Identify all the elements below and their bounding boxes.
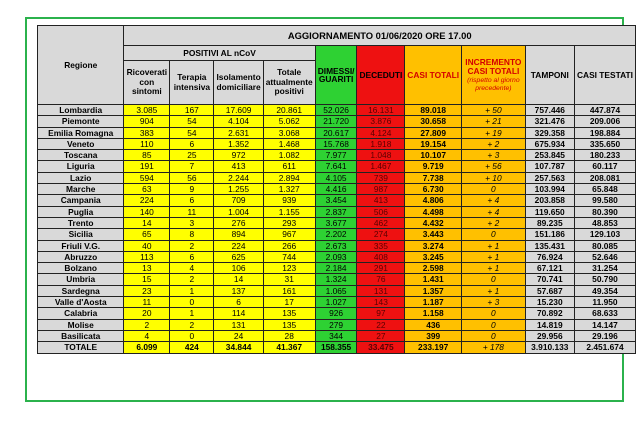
total-cell-regione: TOTALE xyxy=(38,342,124,353)
cell-ricoverati: 224 xyxy=(124,195,170,206)
cell-totale-positivi: 1.155 xyxy=(263,206,315,217)
cell-regione: Calabria xyxy=(38,308,124,319)
total-cell-totale-positivi: 41.367 xyxy=(263,342,315,353)
table-row xyxy=(38,263,636,274)
cell-incremento: 0 xyxy=(462,274,526,285)
cell-isolamento: 1.004 xyxy=(214,206,263,217)
cell-regione: Marche xyxy=(38,184,124,195)
cell-deceduti: 291 xyxy=(357,263,405,274)
cell-regione: Emilia Romagna xyxy=(38,127,124,138)
table-row xyxy=(38,274,636,285)
cell-ricoverati: 110 xyxy=(124,138,170,149)
cell-incremento: + 2 xyxy=(462,138,526,149)
cell-totale-positivi: 967 xyxy=(263,229,315,240)
cell-isolamento: 1.255 xyxy=(214,184,263,195)
cell-casi-testati: 99.580 xyxy=(574,195,635,206)
cell-ricoverati: 40 xyxy=(124,240,170,251)
cell-ricoverati: 15 xyxy=(124,274,170,285)
cell-incremento: + 10 xyxy=(462,172,526,183)
cell-tamponi: 14.819 xyxy=(525,319,574,330)
cell-casi-testati: 129.103 xyxy=(574,229,635,240)
cell-tamponi: 89.235 xyxy=(525,217,574,228)
cell-totale-positivi: 744 xyxy=(263,251,315,262)
cell-casi-testati: 31.254 xyxy=(574,263,635,274)
cell-regione: Trento xyxy=(38,217,124,228)
cell-regione: Veneto xyxy=(38,138,124,149)
cell-isolamento: 2.244 xyxy=(214,172,263,183)
cell-incremento: 0 xyxy=(462,330,526,341)
cell-terapia: 3 xyxy=(170,217,214,228)
cell-terapia: 25 xyxy=(170,150,214,161)
cell-terapia: 1 xyxy=(170,308,214,319)
cell-tamponi: 119.650 xyxy=(525,206,574,217)
cell-isolamento: 276 xyxy=(214,217,263,228)
cell-dimessi: 2.184 xyxy=(315,263,357,274)
header-terapia: Terapia intensiva xyxy=(170,61,214,105)
table-row xyxy=(38,116,636,127)
cell-totale-positivi: 135 xyxy=(263,319,315,330)
header-incremento-title: INCREMENTO CASI TOTALI xyxy=(465,56,522,77)
cell-totale-positivi: 123 xyxy=(263,263,315,274)
cell-tamponi: 675.934 xyxy=(525,138,574,149)
cell-deceduti: 506 xyxy=(357,206,405,217)
cell-regione: Basilicata xyxy=(38,330,124,341)
cell-casi-testati: 180.233 xyxy=(574,150,635,161)
cell-regione: Toscana xyxy=(38,150,124,161)
cell-incremento: + 4 xyxy=(462,195,526,206)
cell-isolamento: 2.631 xyxy=(214,127,263,138)
cell-casi-testati: 65.848 xyxy=(574,184,635,195)
cell-casi-testati: 198.884 xyxy=(574,127,635,138)
cell-deceduti: 22 xyxy=(357,319,405,330)
cell-terapia: 11 xyxy=(170,206,214,217)
cell-ricoverati: 113 xyxy=(124,251,170,262)
cell-casi-totali: 9.719 xyxy=(405,161,462,172)
cell-deceduti: 4.124 xyxy=(357,127,405,138)
cell-regione: Puglia xyxy=(38,206,124,217)
header-ricoverati: Ricoverati con sintomi xyxy=(124,61,170,105)
cell-deceduti: 413 xyxy=(357,195,405,206)
cell-regione: Bolzano xyxy=(38,263,124,274)
cell-tamponi: 203.858 xyxy=(525,195,574,206)
cell-deceduti: 1.467 xyxy=(357,161,405,172)
cell-ricoverati: 20 xyxy=(124,308,170,319)
cell-incremento: + 2 xyxy=(462,217,526,228)
cell-casi-testati: 48.853 xyxy=(574,217,635,228)
cell-casi-totali: 3.274 xyxy=(405,240,462,251)
cell-incremento: 0 xyxy=(462,229,526,240)
cell-tamponi: 70.892 xyxy=(525,308,574,319)
cell-ricoverati: 85 xyxy=(124,150,170,161)
cell-terapia: 0 xyxy=(170,297,214,308)
cell-regione: Lombardia xyxy=(38,105,124,116)
cell-incremento: + 56 xyxy=(462,161,526,172)
cell-dimessi: 344 xyxy=(315,330,357,341)
cell-isolamento: 4.104 xyxy=(214,116,263,127)
cell-casi-totali: 4.432 xyxy=(405,217,462,228)
cell-deceduti: 274 xyxy=(357,229,405,240)
cell-totale-positivi: 31 xyxy=(263,274,315,285)
cell-isolamento: 972 xyxy=(214,150,263,161)
cell-tamponi: 103.994 xyxy=(525,184,574,195)
cell-terapia: 56 xyxy=(170,172,214,183)
total-cell-tamponi: 3.910.133 xyxy=(525,342,574,353)
cell-dimessi: 15.768 xyxy=(315,138,357,149)
update-title: AGGIORNAMENTO 01/06/2020 ORE 17.00 xyxy=(124,26,636,46)
cell-dimessi: 21.720 xyxy=(315,116,357,127)
cell-terapia: 6 xyxy=(170,138,214,149)
cell-tamponi: 135.431 xyxy=(525,240,574,251)
total-cell-dimessi: 158.355 xyxy=(315,342,357,353)
cell-tamponi: 253.845 xyxy=(525,150,574,161)
table-row xyxy=(38,184,636,195)
cell-regione: Friuli V.G. xyxy=(38,240,124,251)
table-row xyxy=(38,161,636,172)
cell-terapia: 167 xyxy=(170,105,214,116)
cell-terapia: 54 xyxy=(170,127,214,138)
cell-tamponi: 29.956 xyxy=(525,330,574,341)
table-row xyxy=(38,240,636,251)
table-row xyxy=(38,251,636,262)
cell-casi-testati: 447.874 xyxy=(574,105,635,116)
cell-isolamento: 137 xyxy=(214,285,263,296)
cell-casi-testati: 49.354 xyxy=(574,285,635,296)
cell-dimessi: 1.324 xyxy=(315,274,357,285)
cell-casi-totali: 4.806 xyxy=(405,195,462,206)
cell-casi-testati: 208.081 xyxy=(574,172,635,183)
cell-dimessi: 4.105 xyxy=(315,172,357,183)
cell-isolamento: 1.352 xyxy=(214,138,263,149)
cell-isolamento: 6 xyxy=(214,297,263,308)
cell-casi-totali: 30.658 xyxy=(405,116,462,127)
cell-regione: Lazio xyxy=(38,172,124,183)
cell-incremento: + 19 xyxy=(462,127,526,138)
header-casi-testati: CASI TESTATI xyxy=(574,46,635,105)
cell-casi-totali: 10.107 xyxy=(405,150,462,161)
cell-dimessi: 7.977 xyxy=(315,150,357,161)
cell-isolamento: 106 xyxy=(214,263,263,274)
cell-ricoverati: 4 xyxy=(124,330,170,341)
cell-dimessi: 279 xyxy=(315,319,357,330)
cell-deceduti: 462 xyxy=(357,217,405,228)
cell-dimessi: 1.027 xyxy=(315,297,357,308)
cell-deceduti: 16.131 xyxy=(357,105,405,116)
cell-terapia: 8 xyxy=(170,229,214,240)
table-row xyxy=(38,127,636,138)
cell-terapia: 6 xyxy=(170,251,214,262)
table-row xyxy=(38,206,636,217)
cell-dimessi: 4.416 xyxy=(315,184,357,195)
total-cell-casi-testati: 2.451.674 xyxy=(574,342,635,353)
cell-totale-positivi: 20.861 xyxy=(263,105,315,116)
cell-terapia: 2 xyxy=(170,319,214,330)
cell-totale-positivi: 5.062 xyxy=(263,116,315,127)
cell-casi-totali: 3.245 xyxy=(405,251,462,262)
cell-casi-totali: 89.018 xyxy=(405,105,462,116)
cell-deceduti: 97 xyxy=(357,308,405,319)
cell-deceduti: 739 xyxy=(357,172,405,183)
header-incremento xyxy=(462,46,526,105)
cell-casi-totali: 1.431 xyxy=(405,274,462,285)
cell-tamponi: 257.563 xyxy=(525,172,574,183)
cell-casi-testati: 14.147 xyxy=(574,319,635,330)
cell-casi-totali: 27.809 xyxy=(405,127,462,138)
cell-isolamento: 709 xyxy=(214,195,263,206)
cell-deceduti: 335 xyxy=(357,240,405,251)
cell-ricoverati: 63 xyxy=(124,184,170,195)
cell-casi-totali: 4.498 xyxy=(405,206,462,217)
cell-dimessi: 926 xyxy=(315,308,357,319)
cell-casi-totali: 1.357 xyxy=(405,285,462,296)
cell-totale-positivi: 161 xyxy=(263,285,315,296)
cell-casi-totali: 436 xyxy=(405,319,462,330)
cell-regione: Abruzzo xyxy=(38,251,124,262)
table-row xyxy=(38,319,636,330)
cell-casi-testati: 335.650 xyxy=(574,138,635,149)
cell-isolamento: 131 xyxy=(214,319,263,330)
table-row xyxy=(38,105,636,116)
cell-casi-testati: 68.633 xyxy=(574,308,635,319)
cell-tamponi: 757.446 xyxy=(525,105,574,116)
cell-casi-testati: 60.117 xyxy=(574,161,635,172)
cell-isolamento: 24 xyxy=(214,330,263,341)
table-row xyxy=(38,229,636,240)
header-deceduti: DECEDUTI xyxy=(357,46,405,105)
cell-totale-positivi: 135 xyxy=(263,308,315,319)
cell-casi-totali: 3.443 xyxy=(405,229,462,240)
header-dimessi: DIMESSI/ GUARITI xyxy=(315,46,357,105)
cell-deceduti: 131 xyxy=(357,285,405,296)
cell-dimessi: 2.673 xyxy=(315,240,357,251)
header-casi-totali: CASI TOTALI xyxy=(405,46,462,105)
table-row xyxy=(38,217,636,228)
cell-casi-testati: 80.390 xyxy=(574,206,635,217)
cell-incremento: + 50 xyxy=(462,105,526,116)
cell-totale-positivi: 293 xyxy=(263,217,315,228)
header-totale-positivi: Totale attualmente positivi xyxy=(263,61,315,105)
cell-ricoverati: 14 xyxy=(124,217,170,228)
cell-tamponi: 76.924 xyxy=(525,251,574,262)
cell-incremento: 0 xyxy=(462,308,526,319)
cell-totale-positivi: 939 xyxy=(263,195,315,206)
cell-regione: Piemonte xyxy=(38,116,124,127)
cell-terapia: 4 xyxy=(170,263,214,274)
cell-regione: Valle d'Aosta xyxy=(38,297,124,308)
totals-row xyxy=(38,342,636,353)
cell-ricoverati: 2 xyxy=(124,319,170,330)
cell-incremento: + 21 xyxy=(462,116,526,127)
table-row xyxy=(38,285,636,296)
cell-terapia: 2 xyxy=(170,274,214,285)
cell-tamponi: 57.687 xyxy=(525,285,574,296)
cell-regione: Molise xyxy=(38,319,124,330)
cell-casi-testati: 11.950 xyxy=(574,297,635,308)
cell-casi-testati: 209.006 xyxy=(574,116,635,127)
cell-ricoverati: 904 xyxy=(124,116,170,127)
cell-incremento: 0 xyxy=(462,319,526,330)
cell-casi-totali: 6.730 xyxy=(405,184,462,195)
cell-casi-totali: 7.738 xyxy=(405,172,462,183)
cell-isolamento: 14 xyxy=(214,274,263,285)
cell-deceduti: 1.918 xyxy=(357,138,405,149)
cell-totale-positivi: 2.894 xyxy=(263,172,315,183)
total-cell-deceduti: 33.475 xyxy=(357,342,405,353)
cell-incremento: + 1 xyxy=(462,285,526,296)
cell-totale-positivi: 28 xyxy=(263,330,315,341)
cell-dimessi: 2.837 xyxy=(315,206,357,217)
cell-ricoverati: 11 xyxy=(124,297,170,308)
cell-regione: Umbria xyxy=(38,274,124,285)
cell-deceduti: 987 xyxy=(357,184,405,195)
table-row xyxy=(38,172,636,183)
cell-ricoverati: 140 xyxy=(124,206,170,217)
cell-dimessi: 7.641 xyxy=(315,161,357,172)
header-isolamento: Isolamento domiciliare xyxy=(214,61,263,105)
cell-deceduti: 27 xyxy=(357,330,405,341)
total-cell-ricoverati: 6.099 xyxy=(124,342,170,353)
cell-totale-positivi: 611 xyxy=(263,161,315,172)
cell-isolamento: 625 xyxy=(214,251,263,262)
cell-incremento: + 1 xyxy=(462,263,526,274)
cell-tamponi: 107.787 xyxy=(525,161,574,172)
cell-incremento: 0 xyxy=(462,184,526,195)
cell-regione: Sicilia xyxy=(38,229,124,240)
table-row xyxy=(38,297,636,308)
cell-terapia: 9 xyxy=(170,184,214,195)
cell-regione: Liguria xyxy=(38,161,124,172)
cell-ricoverati: 191 xyxy=(124,161,170,172)
cell-terapia: 1 xyxy=(170,285,214,296)
cell-incremento: + 1 xyxy=(462,240,526,251)
total-cell-casi-totali: 233.197 xyxy=(405,342,462,353)
cell-totale-positivi: 1.327 xyxy=(263,184,315,195)
total-cell-isolamento: 34.844 xyxy=(214,342,263,353)
cell-tamponi: 329.358 xyxy=(525,127,574,138)
cell-regione: Campania xyxy=(38,195,124,206)
cell-totale-positivi: 17 xyxy=(263,297,315,308)
table-row xyxy=(38,138,636,149)
cell-ricoverati: 23 xyxy=(124,285,170,296)
header-regione: Regione xyxy=(38,26,124,105)
cell-terapia: 0 xyxy=(170,330,214,341)
cell-deceduti: 76 xyxy=(357,274,405,285)
cell-incremento: + 1 xyxy=(462,251,526,262)
cell-isolamento: 114 xyxy=(214,308,263,319)
covid-regional-table xyxy=(37,25,636,354)
cell-isolamento: 224 xyxy=(214,240,263,251)
cell-tamponi: 67.121 xyxy=(525,263,574,274)
cell-tamponi: 151.186 xyxy=(525,229,574,240)
cell-totale-positivi: 266 xyxy=(263,240,315,251)
cell-ricoverati: 65 xyxy=(124,229,170,240)
cell-dimessi: 2.202 xyxy=(315,229,357,240)
cell-dimessi: 3.677 xyxy=(315,217,357,228)
table-row xyxy=(38,330,636,341)
cell-tamponi: 15.230 xyxy=(525,297,574,308)
cell-ricoverati: 383 xyxy=(124,127,170,138)
header-incremento-sub: (rispetto al giorno precedente) xyxy=(467,76,520,92)
header-tamponi: TAMPONI xyxy=(525,46,574,105)
cell-dimessi: 2.093 xyxy=(315,251,357,262)
table-row xyxy=(38,195,636,206)
cell-terapia: 6 xyxy=(170,195,214,206)
cell-deceduti: 3.876 xyxy=(357,116,405,127)
table-row xyxy=(38,150,636,161)
cell-deceduti: 1.048 xyxy=(357,150,405,161)
cell-tamponi: 70.741 xyxy=(525,274,574,285)
cell-dimessi: 20.617 xyxy=(315,127,357,138)
total-cell-terapia: 424 xyxy=(170,342,214,353)
cell-ricoverati: 594 xyxy=(124,172,170,183)
cell-casi-totali: 1.187 xyxy=(405,297,462,308)
cell-terapia: 54 xyxy=(170,116,214,127)
cell-casi-testati: 52.646 xyxy=(574,251,635,262)
cell-casi-testati: 50.790 xyxy=(574,274,635,285)
total-cell-incremento: + 178 xyxy=(462,342,526,353)
cell-incremento: + 4 xyxy=(462,206,526,217)
cell-ricoverati: 13 xyxy=(124,263,170,274)
header-positivi-group: POSITIVI AL nCoV xyxy=(124,46,315,61)
table-row xyxy=(38,308,636,319)
cell-regione: Sardegna xyxy=(38,285,124,296)
cell-isolamento: 894 xyxy=(214,229,263,240)
cell-deceduti: 408 xyxy=(357,251,405,262)
cell-casi-testati: 80.085 xyxy=(574,240,635,251)
cell-isolamento: 413 xyxy=(214,161,263,172)
cell-casi-totali: 1.158 xyxy=(405,308,462,319)
cell-totale-positivi: 3.068 xyxy=(263,127,315,138)
cell-casi-testati: 29.196 xyxy=(574,330,635,341)
cell-dimessi: 3.454 xyxy=(315,195,357,206)
cell-ricoverati: 3.085 xyxy=(124,105,170,116)
cell-casi-totali: 19.154 xyxy=(405,138,462,149)
cell-terapia: 2 xyxy=(170,240,214,251)
cell-dimessi: 1.065 xyxy=(315,285,357,296)
cell-deceduti: 143 xyxy=(357,297,405,308)
cell-casi-totali: 2.598 xyxy=(405,263,462,274)
cell-totale-positivi: 1.468 xyxy=(263,138,315,149)
cell-dimessi: 52.026 xyxy=(315,105,357,116)
cell-totale-positivi: 1.082 xyxy=(263,150,315,161)
cell-incremento: + 3 xyxy=(462,150,526,161)
cell-isolamento: 17.609 xyxy=(214,105,263,116)
cell-casi-totali: 399 xyxy=(405,330,462,341)
cell-terapia: 7 xyxy=(170,161,214,172)
cell-tamponi: 321.476 xyxy=(525,116,574,127)
cell-incremento: + 3 xyxy=(462,297,526,308)
